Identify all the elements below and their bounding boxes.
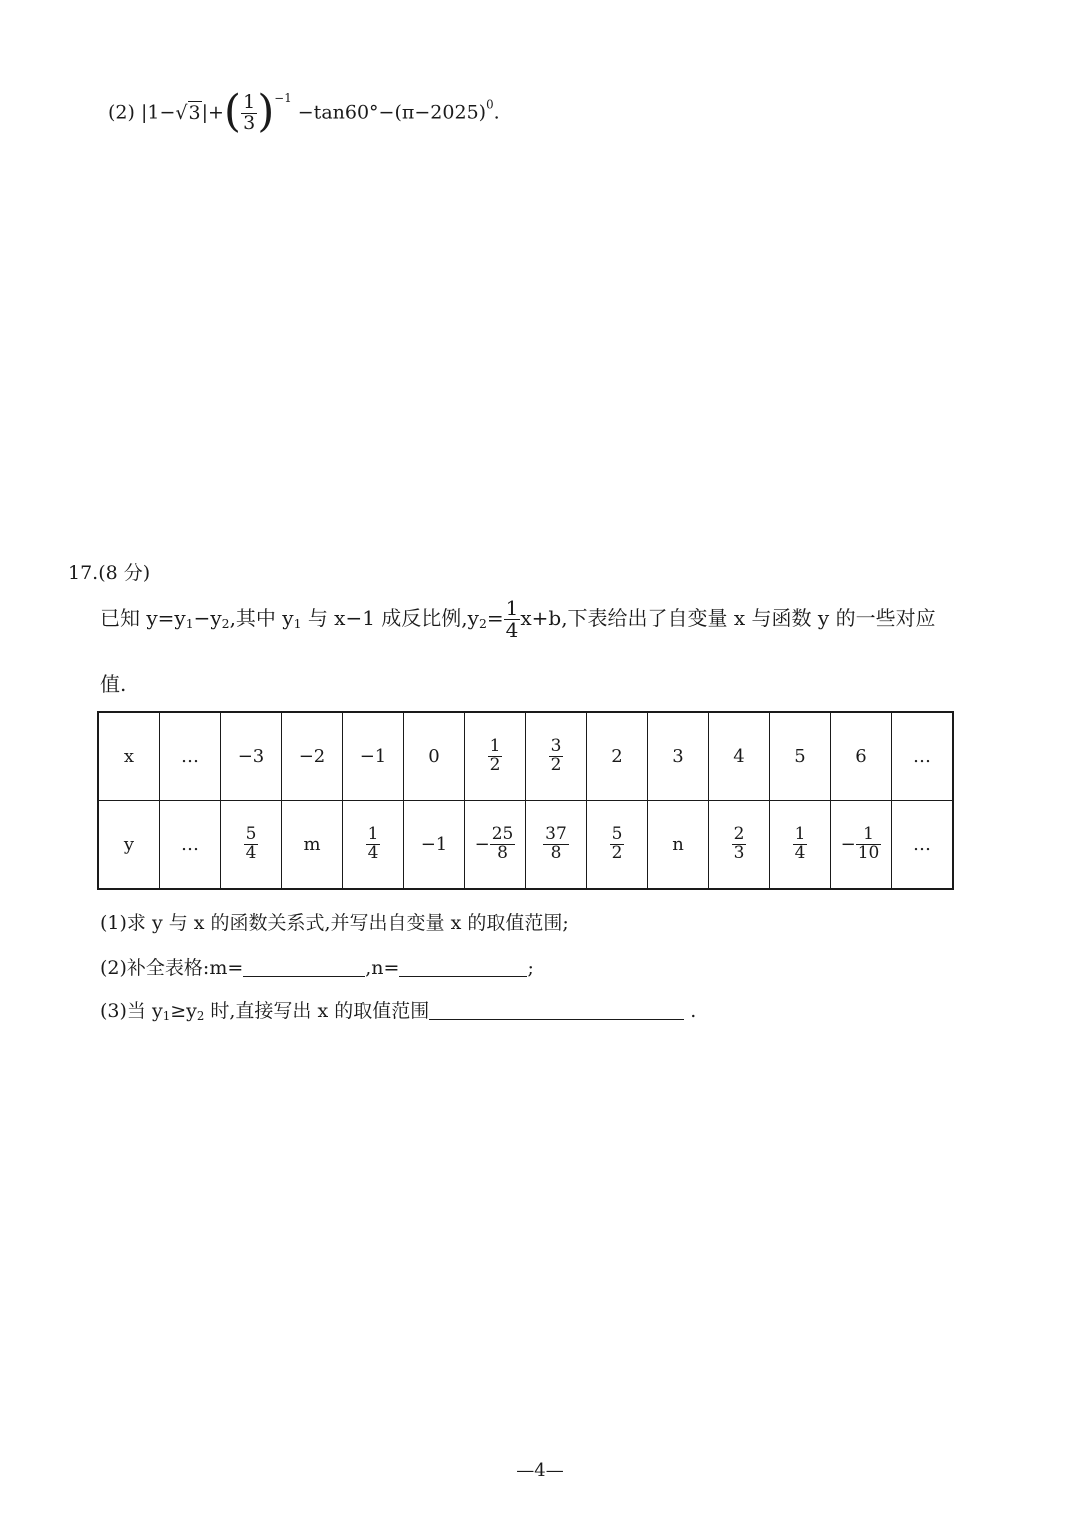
q2-text-c: ; xyxy=(527,957,534,979)
frac-numerator: 3 xyxy=(550,736,562,757)
frac-denominator: 10 xyxy=(857,843,880,863)
y-row-cell xyxy=(343,801,404,890)
intro-text-e: = xyxy=(486,606,504,630)
y-row-cell xyxy=(831,801,892,890)
subscript: 1 xyxy=(162,1008,171,1023)
x-row-cell xyxy=(221,712,282,801)
table-row-x xyxy=(98,712,953,801)
x-row-cell xyxy=(770,712,831,801)
intro-text-b: −y xyxy=(193,606,222,630)
intro-text-d: 与 x−1 成反比例,y xyxy=(301,606,479,630)
abs-left: |1− xyxy=(140,101,176,124)
cell-fraction xyxy=(366,826,381,863)
frac-denominator: 2 xyxy=(489,755,501,775)
left-paren: ( xyxy=(223,86,242,137)
frac-denominator: 8 xyxy=(490,844,516,863)
y-row-cell xyxy=(465,801,526,890)
frac-numerator: 1 xyxy=(863,824,874,845)
frac-numerator: 1 xyxy=(367,824,379,845)
cell-value: −1 xyxy=(420,834,448,855)
cell-fraction xyxy=(793,826,808,863)
subscript: 1 xyxy=(293,616,302,632)
cell-value: 4 xyxy=(733,746,745,767)
intro-text-a: 已知 y=y xyxy=(100,606,186,630)
y-row-cell xyxy=(648,801,709,890)
subscript: 1 xyxy=(185,616,194,632)
y-row-cell xyxy=(709,801,770,890)
sub-question-1: (1)求 y 与 x 的函数关系式,并写出自变量 x 的取值范围; xyxy=(100,912,569,934)
expression-end: . xyxy=(493,101,500,124)
y-row-cell xyxy=(404,801,465,890)
cell-value: … xyxy=(913,834,931,855)
cell-value: 0 xyxy=(428,746,440,767)
x-row-cell xyxy=(831,712,892,801)
cell-fraction xyxy=(490,826,516,863)
x-row-cell xyxy=(98,712,160,801)
answer-blank-n[interactable] xyxy=(399,958,527,977)
frac-numerator: 37 xyxy=(545,824,567,845)
q2-text-a: (2)补全表格:m= xyxy=(100,957,244,979)
cell-fraction xyxy=(732,826,747,863)
x-row-cell xyxy=(526,712,587,801)
frac-denominator: 3 xyxy=(733,843,745,863)
cell-fraction xyxy=(488,738,503,775)
y-row-cell xyxy=(892,801,954,890)
q3-text-d: . xyxy=(690,1000,697,1022)
q3-text-c: 时,直接写出 x 的取值范围 xyxy=(204,1000,430,1022)
q3-text-a: (3)当 y xyxy=(100,1000,163,1022)
x-row-cell xyxy=(465,712,526,801)
x-row-cell xyxy=(892,712,954,801)
cell-value: 2 xyxy=(611,746,623,767)
answer-blank-m[interactable] xyxy=(243,958,365,977)
cell-value: … xyxy=(181,746,199,767)
subscript: 2 xyxy=(221,616,230,632)
cell-fraction xyxy=(549,738,564,775)
frac-denominator: 2 xyxy=(550,755,562,775)
intro-text-c: ,其中 y xyxy=(229,606,294,630)
frac-denominator: 4 xyxy=(367,843,379,863)
cell-value: 3 xyxy=(672,746,684,767)
frac-numerator: 2 xyxy=(733,824,745,845)
zero-exponent: 0 xyxy=(486,97,494,112)
sqrt-symbol: √ xyxy=(175,101,188,124)
y-row-cell xyxy=(221,801,282,890)
sqrt-three xyxy=(175,102,201,124)
x-row-cell xyxy=(648,712,709,801)
question-number: 17.(8 分) xyxy=(68,562,151,584)
frac-denominator: 4 xyxy=(505,618,519,642)
fraction-one-quarter xyxy=(504,598,521,641)
frac-numerator: 5 xyxy=(245,824,257,845)
exponent: −1 xyxy=(274,91,292,106)
right-paren: ) xyxy=(257,86,275,137)
table-row-y xyxy=(98,801,953,890)
cell-value: y xyxy=(123,834,135,855)
frac-numerator: 1 xyxy=(505,596,519,620)
y-row-cell xyxy=(98,801,160,890)
x-row-cell xyxy=(587,712,648,801)
cell-fraction xyxy=(244,826,259,863)
cell-value: … xyxy=(181,834,199,855)
x-row-cell xyxy=(282,712,343,801)
radicand: 3 xyxy=(188,101,201,124)
cell-value: −3 xyxy=(237,746,265,767)
cell-value: … xyxy=(913,746,931,767)
abs-right: |+ xyxy=(201,101,224,124)
frac-numerator: 5 xyxy=(611,824,623,845)
question-intro-line2: 值. xyxy=(100,672,127,696)
expression-rest: −tan60°−(π−2025) xyxy=(297,101,487,124)
frac-numerator: 25 xyxy=(491,824,514,845)
x-row-cell xyxy=(160,712,221,801)
cell-fraction xyxy=(543,826,569,863)
frac-numerator: 1 xyxy=(243,91,256,114)
cell-value: x xyxy=(123,746,135,767)
answer-blank-range[interactable] xyxy=(429,1001,684,1020)
subscript: 2 xyxy=(478,616,487,632)
frac-denominator: 4 xyxy=(245,843,257,863)
q3-text-b: ≥y xyxy=(170,1000,197,1022)
x-row-cell xyxy=(404,712,465,801)
frac-numerator: 1 xyxy=(489,736,501,757)
q2-text-b: ,n= xyxy=(365,957,400,979)
cell-fraction xyxy=(856,826,882,863)
intro-text-f: x+b,下表给出了自变量 x 与函数 y 的一些对应 xyxy=(520,606,936,630)
value-table xyxy=(97,711,954,890)
expression-part-2 xyxy=(108,88,500,139)
page-number: —4— xyxy=(516,1460,564,1481)
frac-denominator: 8 xyxy=(543,844,569,863)
cell-value: 6 xyxy=(855,746,867,767)
question-intro xyxy=(100,598,936,641)
frac-denominator: 2 xyxy=(611,843,623,863)
cell-value: n xyxy=(672,834,684,855)
frac-denominator: 4 xyxy=(794,843,806,863)
cell-value: −2 xyxy=(298,746,326,767)
y-row-cell xyxy=(770,801,831,890)
frac-denominator: 3 xyxy=(243,112,256,134)
x-row-cell xyxy=(343,712,404,801)
subscript: 2 xyxy=(196,1008,205,1023)
frac-numerator: 1 xyxy=(794,824,806,845)
sub-question-3 xyxy=(100,996,696,1023)
cell-sign: − xyxy=(840,834,856,855)
cell-value: m xyxy=(303,834,321,855)
y-row-cell xyxy=(526,801,587,890)
part-label: (2) xyxy=(108,101,135,124)
cell-value: 5 xyxy=(794,746,806,767)
y-row-cell xyxy=(160,801,221,890)
cell-value: −1 xyxy=(359,746,387,767)
cell-fraction xyxy=(610,826,625,863)
y-row-cell xyxy=(587,801,648,890)
x-row-cell xyxy=(709,712,770,801)
y-row-cell xyxy=(282,801,343,890)
fraction-one-third xyxy=(241,93,257,134)
cell-sign: − xyxy=(474,834,490,855)
sub-question-2 xyxy=(100,953,534,980)
